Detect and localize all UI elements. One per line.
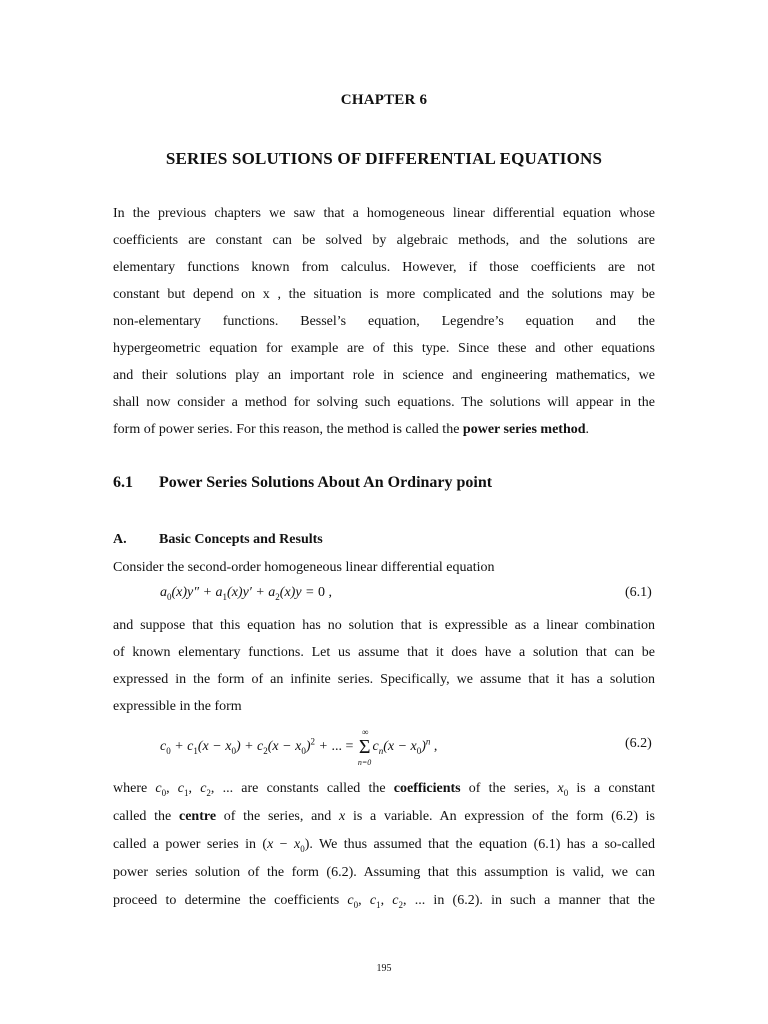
assumption-paragraph: [113, 612, 655, 720]
power-series-method-term: power series method: [462, 422, 586, 437]
intro-line-last: form of power series. For this reason, the method is called the power series method.: [113, 422, 590, 437]
intro-line: elementary functions known from calculus. However, if those coefficients are not: [113, 260, 655, 275]
equation-6-2: $c_0 + c_1(x - x_0) + c_2(x - x_0)^2$ + ... = ∞ Σ n=0 $c_n(x - x_0)^n$ ,: [160, 727, 438, 767]
where-line-4: power series solution of the form (6.2). Assuming that this assumption is valid, we can: [113, 865, 655, 880]
subsection-letter: A.: [113, 532, 127, 547]
centre-term: centre: [178, 809, 217, 824]
coefficients-paragraph: [113, 775, 655, 915]
equation-number-6-2: (6.2): [625, 736, 652, 751]
where-line-5: proceed to determine the coefficients $c_0$, $c_1$, $c_2$, ... in (6.2). in such a manner that the: [113, 893, 656, 910]
subsection-title: Basic Concepts and Results: [159, 532, 323, 547]
section-title: Power Series Solutions About An Ordinary point: [159, 474, 493, 491]
where-line-1: where $c_0$, $c_1$, $c_2$, ... are constants called the coefficients of the series, $x_0$ is a constant: [113, 781, 655, 798]
intro-line: In the previous chapters we saw that a homogeneous linear differential equation whose: [113, 206, 655, 221]
equation-number-6-1: (6.1): [625, 585, 652, 600]
assumption-line: expressed in the form of an infinite series. Specifically, we assume that it has a solution: [113, 672, 655, 687]
intro-line: non-elementary functions. Bessel’s equation, Legendre’s equation and the: [113, 314, 655, 329]
equation-6-1: $a_0(x)y'' + a_1(x)y' + a_2(x)y = 0$ ,: [160, 585, 332, 602]
section-number: 6.1: [113, 474, 133, 491]
chapter-label: CHAPTER 6: [340, 92, 428, 108]
intro-line: and their solutions play an important role in science and engineering mathematics, we: [113, 368, 655, 383]
assumption-line: of known elementary functions. Let us assume that it does have a solution that can be: [113, 645, 655, 660]
consider-line: Consider the second-order homogeneous linear differential equation: [113, 560, 495, 575]
page-number: 195: [376, 963, 392, 974]
intro-line: constant but depend on x , the situation is more complicated and the solutions may be: [113, 287, 655, 302]
where-line-2: called the centre of the series, and x is a variable. An expression of the form (6.2) is: [113, 809, 655, 824]
assumption-line: expressible in the form: [113, 699, 242, 714]
intro-paragraph: [113, 200, 655, 443]
intro-line: hypergeometric equation for example are of this type. Since these and other equations: [113, 341, 655, 356]
assumption-line: and suppose that this equation has no solution that is expressible as a linear combination: [113, 618, 655, 633]
intro-line: shall now consider a method for solving such equations. The solutions will appear in the: [113, 395, 655, 410]
chapter-title: SERIES SOLUTIONS OF DIFFERENTIAL EQUATIONS: [165, 149, 603, 168]
intro-line: coefficients are constant can be solved by algebraic methods, and the solutions are: [113, 233, 655, 248]
where-line-3: called a power series in $(x - x_0)$. We thus assumed that the equation (6.1) has a so-called: [113, 837, 656, 854]
coefficients-term: coefficients: [393, 781, 461, 796]
summation-symbol: ∞ Σ n=0: [357, 727, 372, 767]
